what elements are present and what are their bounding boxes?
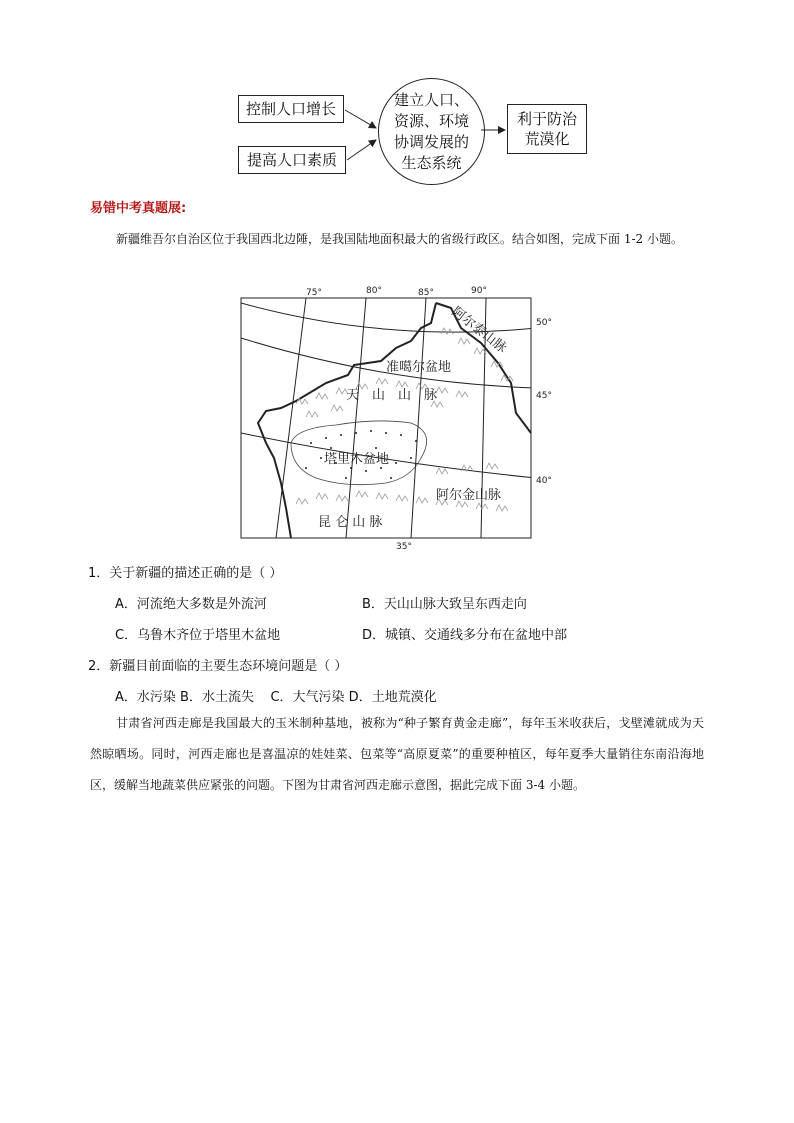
label-tarim: 塔里木盆地	[324, 452, 390, 467]
circle-line-3: 协调发展的	[393, 132, 469, 151]
question-1-option-a[interactable]: A．河流绝大多数是外流河	[115, 597, 267, 612]
question-1-option-d[interactable]: D．城镇、交通线多分布在盆地中部	[362, 628, 568, 643]
flow-circle-ecosystem	[378, 78, 485, 185]
arrow-bottom-to-circle	[347, 140, 376, 160]
circle-line-4: 生态系统	[401, 153, 462, 172]
lon-label-85: 85°	[418, 288, 434, 298]
section-title: 易错中考真题展:	[90, 201, 187, 216]
right-box-line-2: 荒漠化	[524, 130, 570, 148]
label-altai: 阿尔泰山脉	[448, 304, 510, 357]
flow-box-improve-quality	[238, 146, 346, 174]
intro-paragraph-xinjiang: 新疆维吾尔自治区位于我国西北边陲，是我国陆地面积最大的省级行政区。结合如图，完成下面 1-2 小题。	[116, 232, 683, 246]
arrow-top-to-circle	[345, 110, 376, 128]
lat-label-50: 50°	[536, 318, 552, 328]
lon-label-90: 90°	[471, 286, 487, 296]
intro-paragraph-hexi: 甘肃省河西走廊是我国最大的玉米制种基地，被称为“种子繁育黄金走廊”，每年玉米收获后，戈壁滩就成为天然晾晒场。同时，河西走廊也是喜温凉的娃娃菜、包菜等“高原夏菜”的重要种植区，每年夏季大量销往东南沿海地区，缓解当地蔬菜供应紧张的问题。下图为甘肃省河西走廊示意图，据此完成下面 3-4 小题。	[90, 716, 704, 792]
right-box-line-1: 利于防治	[516, 110, 577, 128]
flow-box-improve-quality-text: 提高人口素质	[246, 151, 337, 169]
lat-label-35: 35°	[396, 542, 412, 552]
xinjiang-map	[236, 283, 552, 555]
label-tianshan: 天 山 山 脉	[346, 388, 438, 403]
flow-box-control-population	[238, 95, 344, 123]
question-1-option-b[interactable]: B．天山山脉大致呈东西走向	[362, 597, 527, 612]
lon-label-80: 80°	[366, 286, 382, 296]
question-1-option-c[interactable]: C．乌鲁木齐位于塔里木盆地	[115, 628, 281, 643]
flow-box-control-population-text: 控制人口增长	[245, 100, 336, 118]
lat-label-45: 45°	[536, 391, 552, 401]
flow-box-desertification	[507, 104, 587, 154]
circle-line-2: 资源、环境	[393, 111, 469, 130]
label-junggar: 准噶尔盆地	[386, 360, 452, 375]
lon-label-75: 75°	[306, 288, 322, 298]
question-2-options[interactable]: A．水污染 B．水土流失 C．大气污染 D．土地荒漠化	[115, 690, 437, 705]
circle-line-1: 建立人口、	[393, 90, 469, 109]
label-kunlun: 昆 仑 山 脉	[318, 515, 383, 530]
question-1-stem: 1．关于新疆的描述正确的是（ ）	[88, 566, 283, 581]
question-2-stem: 2．新疆目前面临的主要生态环境问题是（ ）	[88, 659, 348, 674]
lat-label-40: 40°	[536, 476, 552, 486]
label-altun: 阿尔金山脉	[436, 488, 502, 503]
